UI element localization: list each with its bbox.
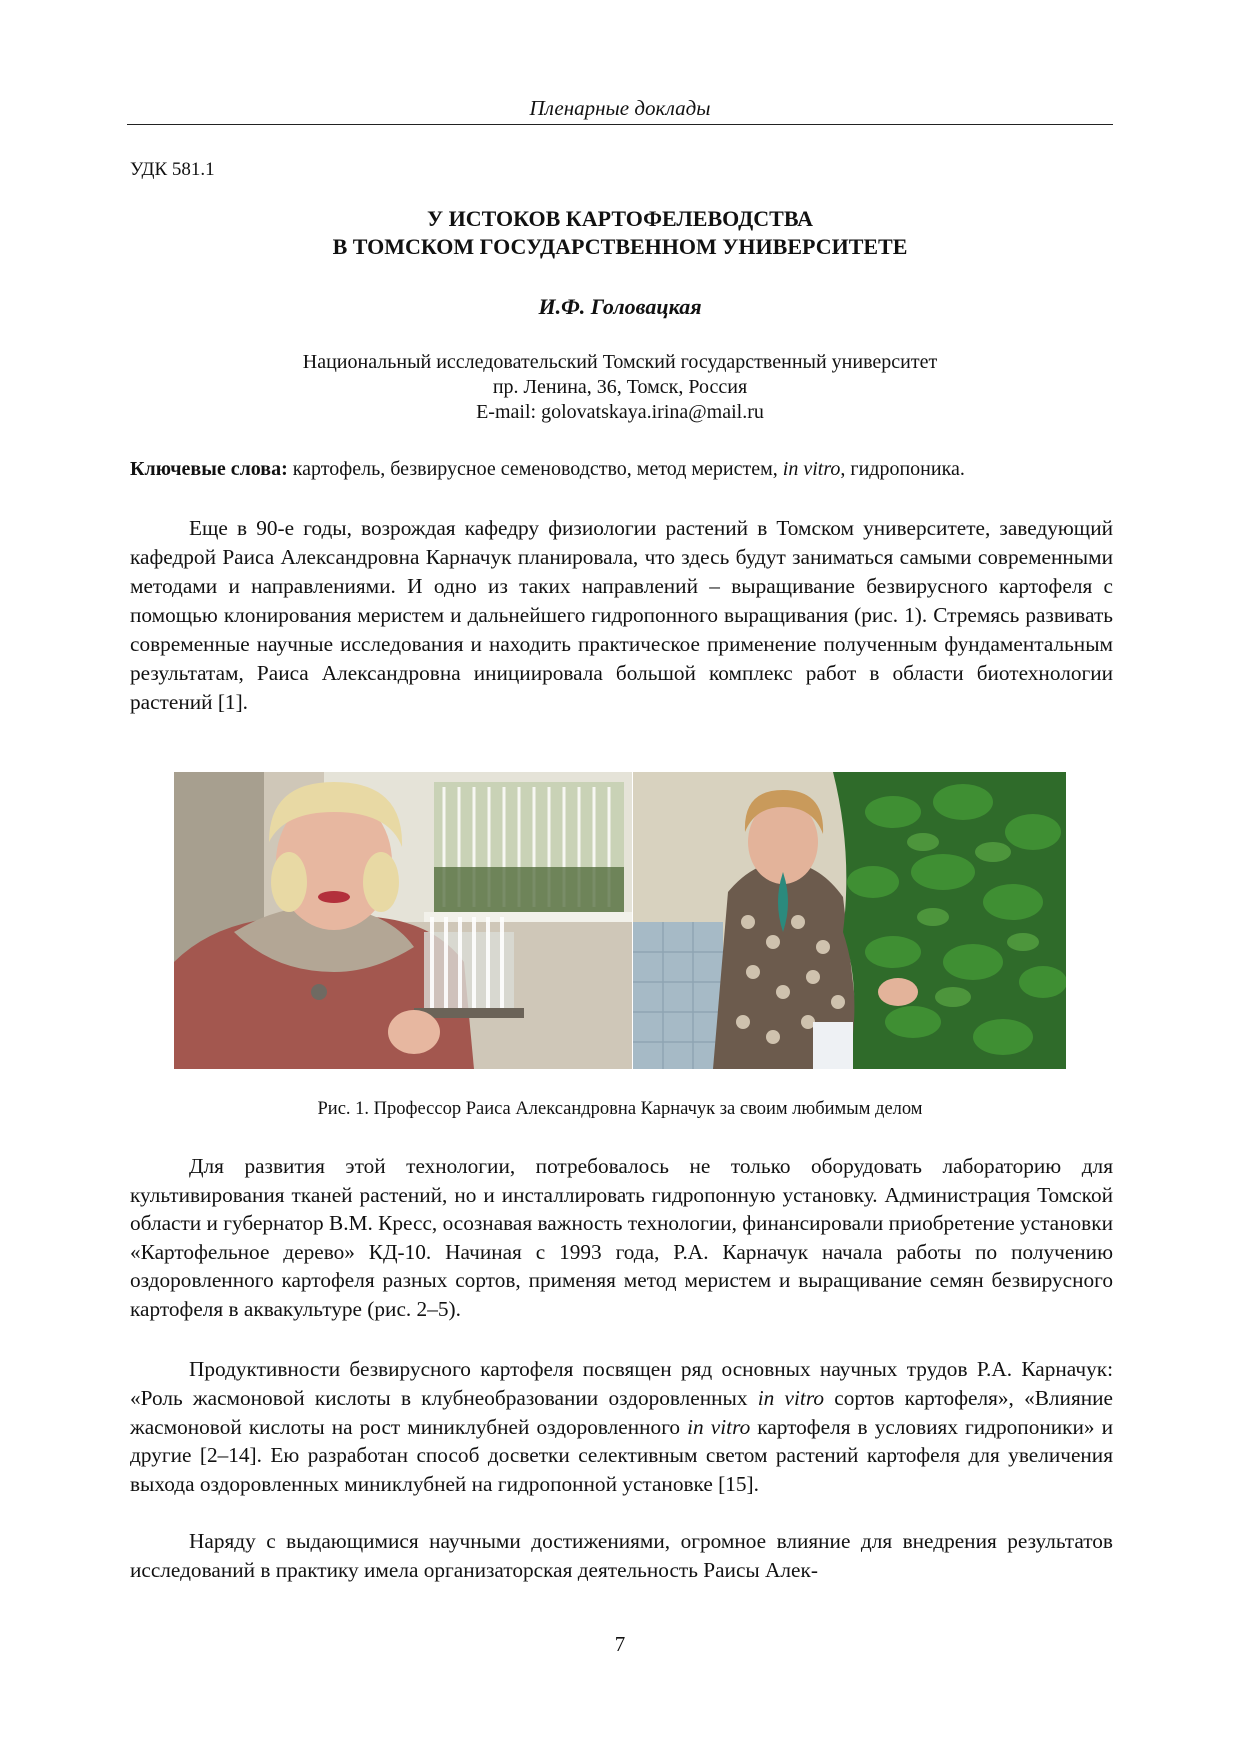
body-paragraph-1: Еще в 90-е годы, возрождая кафедру физиологии растений в Томском университете, заведующий кафедрой Раиса Александровна Карначук планировала, что здесь будут заниматься самыми современными методами и направлениями. И одно из таких направлений – выращивание безвирусного картофеля с помощью клонирования меристем и дальнейшего гидропонного выращивания (рис. 1). Стремясь развивать современные научные исследования и находить практическое применение полученным фундаментальным результатам, Раиса Александровна инициировала большой комплекс работ в области биотехнологии растений [1]. [130, 516, 1113, 714]
body-paragraph-4: Наряду с выдающимися научными достижениями, огромное влияние для внедрения результатов исследований в практику имела организаторская деятельность Раисы Алек- [130, 1529, 1113, 1582]
photo-professor-with-potato-plants [633, 772, 1066, 1069]
figure-1 [174, 772, 1066, 1069]
paragraph-3-part-1: Продуктивности безвирусного картофеля посвящен ряд основных научных трудов Р.А. Карначук: «Роль жасмоновой кислоты в клубнеобразовании оздоровленных [130, 1357, 1113, 1410]
paragraph-3-part-2: сортов картофеля», «Влияние жасмоновой кислоты на рост миниклубней оздоровленного [130, 1385, 1114, 1439]
body-paragraph-2: Для развития этой технологии, потребовалось не только оборудовать лабораторию для культивирования тканей растений, но и инсталлировать гидропонную установку. Администрация Томской области и губернатор В.М. Кресс, осознавая важность технологии, финансировали приобретение установки «Картофельное дерево» КД-10. Начиная с 1993 года, Р.А. Карначук начала работы по получению оздоровленного картофеля разных сортов, применяя метод меристем и выращивание семян безвирусного картофеля в аквакультуре (рис. 2–5). [130, 1154, 1113, 1321]
figure-1-caption: Рис. 1. Профессор Раиса Александровна Карначук за своим любимым делом [317, 1099, 923, 1119]
photo-left-image [174, 772, 632, 1069]
body-paragraph-3 [130, 1355, 1113, 1499]
paragraph-3-part-3: картофеля в условиях гидропоники» и другие [2–14]. Ею разработан способ досветки селективным светом растений картофеля для увеличения выхода оздоровленных миниклубней на гидропонной установке [15]. [130, 1414, 1114, 1497]
affiliation-email: E-mail: golovatskaya.irina@mail.ru [476, 401, 764, 423]
paragraph-3-italic-2: in vitro [687, 1414, 751, 1439]
author-name: И.Ф. Головацкая [538, 294, 702, 319]
affiliation-address: пр. Ленина, 36, Томск, Россия [492, 376, 748, 398]
udk-code: УДК 581.1 [130, 159, 215, 180]
keywords-text-before: картофель, безвирусное семеноводство, метод меристем, [287, 458, 783, 480]
article-title [127, 205, 1113, 261]
affiliation-institution: Национальный исследовательский Томский государственный университет [302, 351, 938, 373]
photo-right-image [633, 772, 1066, 1069]
title-line-1: У ИСТОКОВ КАРТОФЕЛЕВОДСТВА [426, 206, 814, 231]
keywords-line [130, 456, 1113, 482]
keywords-text-after: , гидропоника. [840, 458, 965, 480]
page-number: 7 [614, 1632, 626, 1656]
paragraph-3-italic-1: in vitro [757, 1385, 824, 1410]
keywords-italic: in vitro [782, 458, 841, 480]
title-line-2: В ТОМСКОМ ГОСУДАРСТВЕННОМ УНИВЕРСИТЕТЕ [332, 234, 908, 259]
running-header: Пленарные доклады [529, 96, 711, 120]
header-rule [127, 124, 1113, 125]
affiliation-block [127, 350, 1113, 425]
photo-professor-with-test-tubes [174, 772, 632, 1069]
keywords-label: Ключевые слова: [130, 458, 288, 480]
